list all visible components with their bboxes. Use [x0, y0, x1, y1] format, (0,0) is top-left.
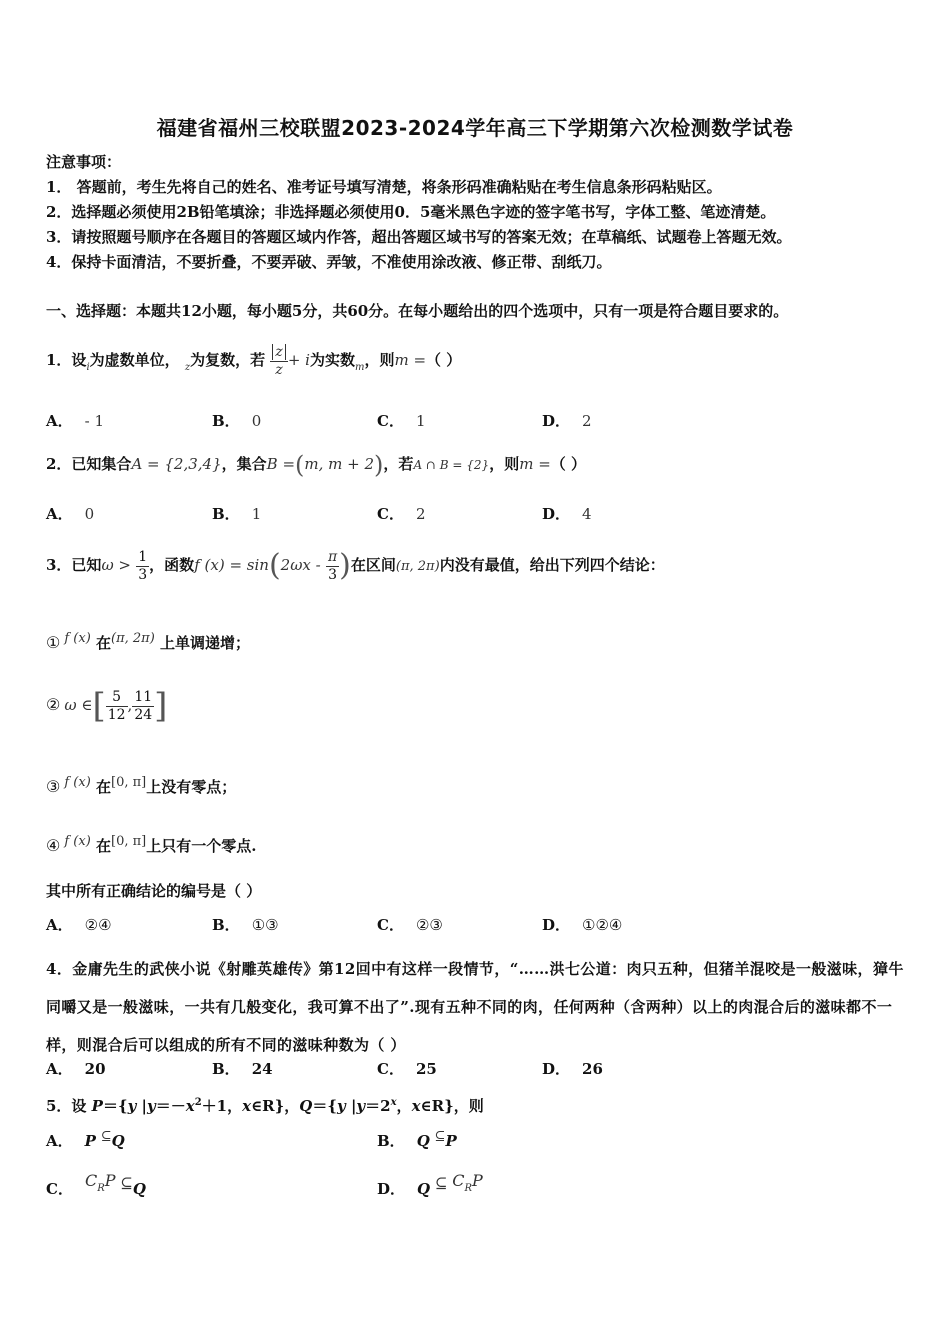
q3-option-d: D． ①②④ — [542, 916, 623, 934]
fraction-5-12: $\frac{5}{12}$ — [107, 688, 126, 723]
question-2: 2．已知集合A = {2,3,4}，集合B =(m, m + 2)，若A ∩ B = {2}，则m =（ ） — [46, 451, 587, 479]
q4-option-d: D． 26 — [542, 1060, 603, 1078]
question-4: 4．金庸先生的武侠小说《射雕英雄传》第12回中有这样一段情节，“……洪七公道：肉只五种，但猪羊混咬是一般滋味，獐牛同嚼又是一般滋味，一共有几般变化，我可算不出了”.现有五种不同的肉，任何两种（含两种）以上的肉混合后的滋味都不一样，则混合后可以组成的所有不同的滋味种数为（ ） — [46, 960, 904, 1054]
q3-statement-3: ③ f (x) 在[0, π]上没有零点； — [46, 775, 237, 796]
q5-option-c: C． $C^RP$ ⊆Q — [46, 1171, 146, 1198]
question-1: 1．设$_i$为虚数单位， $_z$为复数，若 $\frac{z}{z}$ + i为实数$_m$，则m =（ ） — [46, 343, 462, 378]
q5-option-b: B． Q ⊆P — [377, 1129, 457, 1150]
fraction-one-third: $\frac{1}{3}$ — [138, 548, 148, 583]
note-item-3: 3．请按照题号顺序在各题目的答题区域内作答，超出答题区域书写的答案无效；在草稿纸、试题卷上答题无效。 — [46, 228, 792, 246]
q2-option-b: B． 1 — [212, 505, 262, 523]
q2-option-c: C． 2 — [377, 505, 426, 523]
fraction-abs-z-over-z: $\frac{z}{z}$ — [270, 344, 287, 379]
q1-option-c: C． 1 — [377, 412, 426, 430]
q1-option-a: A． - 1 — [46, 412, 105, 430]
q3-option-a: A． ②④ — [46, 916, 112, 934]
q3-statement-4: ④ f (x) 在[0, π]上只有一个零点. — [46, 834, 257, 855]
note-item-2: 2．选择题必须使用2B铅笔填涂；非选择题必须使用0．5毫米黑色字迹的签字笔书写，字体工整、笔迹清楚。 — [46, 203, 776, 221]
q1-option-b: B． 0 — [212, 412, 262, 430]
q2-option-a: A． 0 — [46, 505, 95, 523]
q2-option-d: D． 4 — [542, 505, 592, 523]
q4-option-a: A． 20 — [46, 1060, 106, 1078]
notes-heading: 注意事项： — [46, 153, 122, 171]
q3-option-b: B． ①③ — [212, 916, 279, 934]
q4-option-c: C． 25 — [377, 1060, 437, 1078]
q3-option-c: C． ②③ — [377, 916, 443, 934]
q3-ask: 其中所有正确结论的编号是（ ） — [46, 882, 262, 900]
question-5: 5．设 P＝{y $|y=-x^2+1$，x∈R}，Q＝{y $|y=2^x$，x∈R}，则 — [46, 1097, 484, 1115]
fraction-11-24: $\frac{11}{24}$ — [134, 688, 153, 723]
q5-option-a: A． P ⊆Q — [46, 1129, 125, 1150]
section-heading: 一、选择题：本题共12小题，每小题5分，共60分。在每小题给出的四个选项中，只有一项是符合题目要求的。 — [46, 302, 789, 320]
q5-option-d: D． Q ⊆ $C^RP$ — [377, 1171, 483, 1198]
q1-option-d: D． 2 — [542, 412, 592, 430]
note-item-1: 1． 答题前，考生先将自己的姓名、准考证号填写清楚，将条形码准确粘贴在考生信息条形码粘贴区。 — [46, 178, 722, 196]
question-3: 3．已知ω > $\frac{1}{3}$ ，函数f (x) = sin(2ωx - $\frac{\pi}{3}$ )在区间(π, 2π)内没有最值，给出下列四个结论： — [46, 548, 665, 583]
q4-option-b: B． 24 — [212, 1060, 273, 1078]
page-title: 福建省福州三校联盟2023-2024学年高三下学期第六次检测数学试卷 — [156, 116, 794, 140]
note-item-4: 4．保持卡面清洁，不要折叠，不要弄破、弄皱，不准使用涂改液、修正带、刮纸刀。 — [46, 253, 612, 271]
q3-statement-1: ① f (x) 在(π, 2π) 上单调递增； — [46, 631, 251, 652]
q3-statement-2: ② ω ∈[ $\frac{5}{12}$ , $\frac{11}{24}$ ] — [46, 686, 168, 726]
fraction-pi-third: $\frac{\pi}{3}$ — [327, 548, 338, 583]
